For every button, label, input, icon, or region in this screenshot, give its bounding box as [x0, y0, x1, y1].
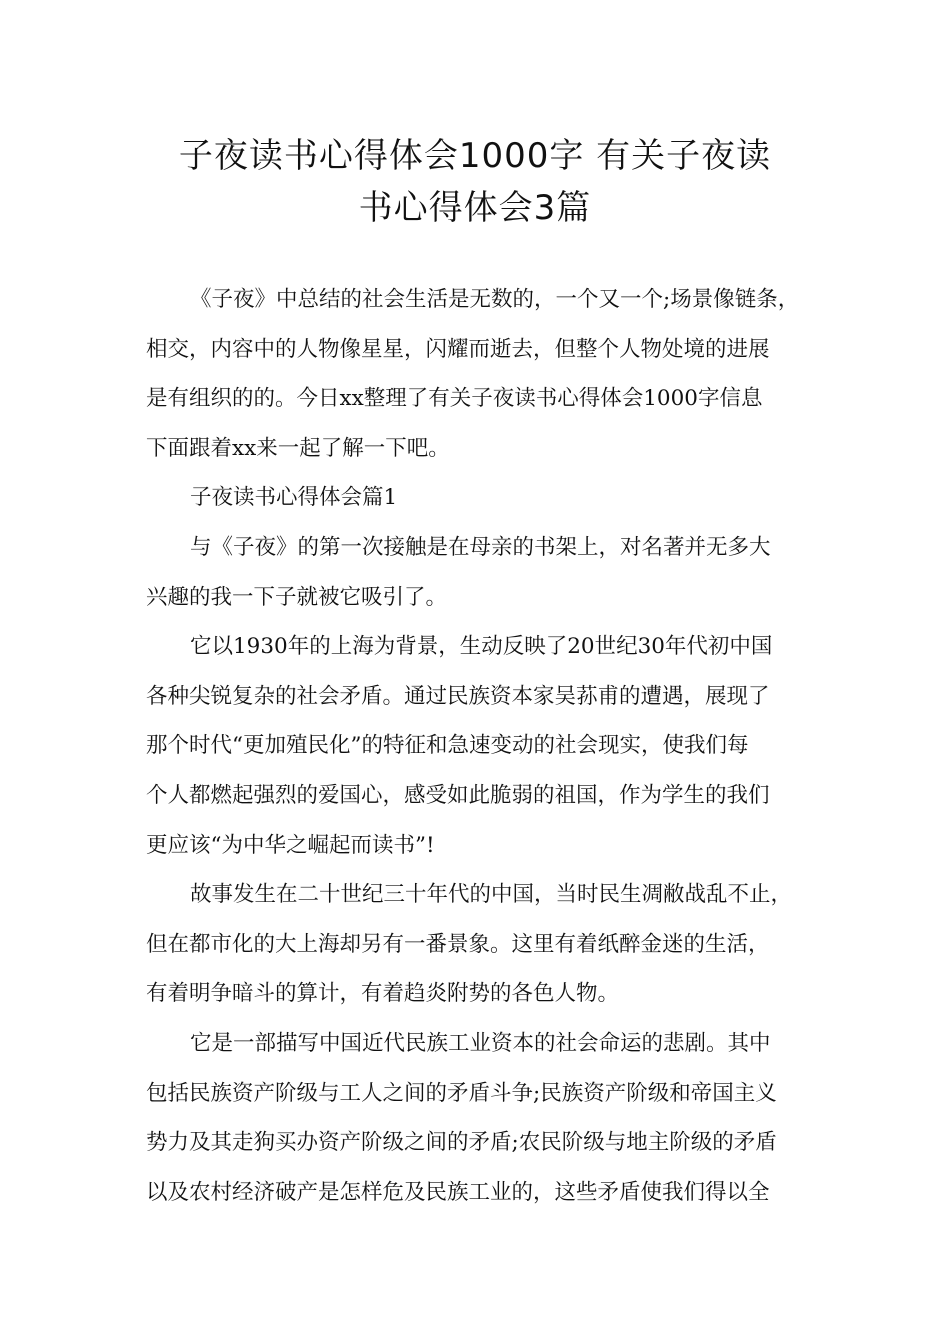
paragraph-line: 但在都市化的大上海却另有一番景象。这里有着纸醉金迷的生活， [146, 931, 770, 957]
paragraph-line: 下面跟着xx来一起了解一下吧。 [146, 435, 450, 461]
paragraph-line: 它以1930年的上海为背景，生动反映了20世纪30年代初中国 [190, 634, 773, 660]
paragraph-line: 个人都燃起强烈的爱国心，感受如此脆弱的祖国，作为学生的我们 [146, 782, 770, 808]
paragraph-line: 以及农村经济破产是怎样危及民族工业的，这些矛盾使我们得以全 [146, 1179, 770, 1205]
paragraph-line: 是有组织的的。今日xx整理了有关子夜读书心得体会1000字信息 [146, 386, 763, 412]
paragraph-line: 兴趣的我一下子就被它吸引了。 [146, 584, 448, 610]
paragraph-line: 那个时代“更加殖民化”的特征和急速变动的社会现实，使我们每 [146, 733, 749, 759]
document-title [120, 130, 830, 234]
paragraph-line: 与《子夜》的第一次接触是在母亲的书架上，对名著并无多大 [190, 534, 771, 560]
document-body [146, 275, 836, 1217]
paragraph-line: 相交，内容中的人物像星星，闪耀而逝去，但整个人物处境的进展 [146, 336, 770, 362]
paragraph-line: 它是一部描写中国近代民族工业资本的社会命运的悲剧。其中 [190, 1030, 771, 1056]
paragraph-line: 更应该“为中华之崛起而读书”! [146, 832, 435, 858]
paragraph-line: 包括民族资产阶级与工人之间的矛盾斗争;民族资产阶级和帝国主义 [146, 1080, 777, 1106]
paragraph-line: 势力及其走狗买办资产阶级之间的矛盾;农民阶级与地主阶级的矛盾 [146, 1130, 777, 1156]
paragraph-line: 各种尖锐复杂的社会矛盾。通过民族资本家吴荪甫的遭遇，展现了 [146, 683, 770, 709]
paragraph-line: 《子夜》中总结的社会生活是无数的，一个又一个;场景像链条， [190, 287, 800, 312]
paragraph-line: 故事发生在二十世纪三十年代的中国，当时民生凋敝战乱不止， [190, 882, 793, 908]
paragraph-line: 有着明争暗斗的算计，有着趋炎附势的各色人物。 [146, 981, 620, 1007]
section-heading: 子夜读书心得体会篇1 [190, 485, 398, 511]
title-line-1: 子夜读书心得体会1000字 有关子夜读 [178, 136, 772, 176]
title-line-2: 书心得体会3篇 [358, 188, 592, 228]
